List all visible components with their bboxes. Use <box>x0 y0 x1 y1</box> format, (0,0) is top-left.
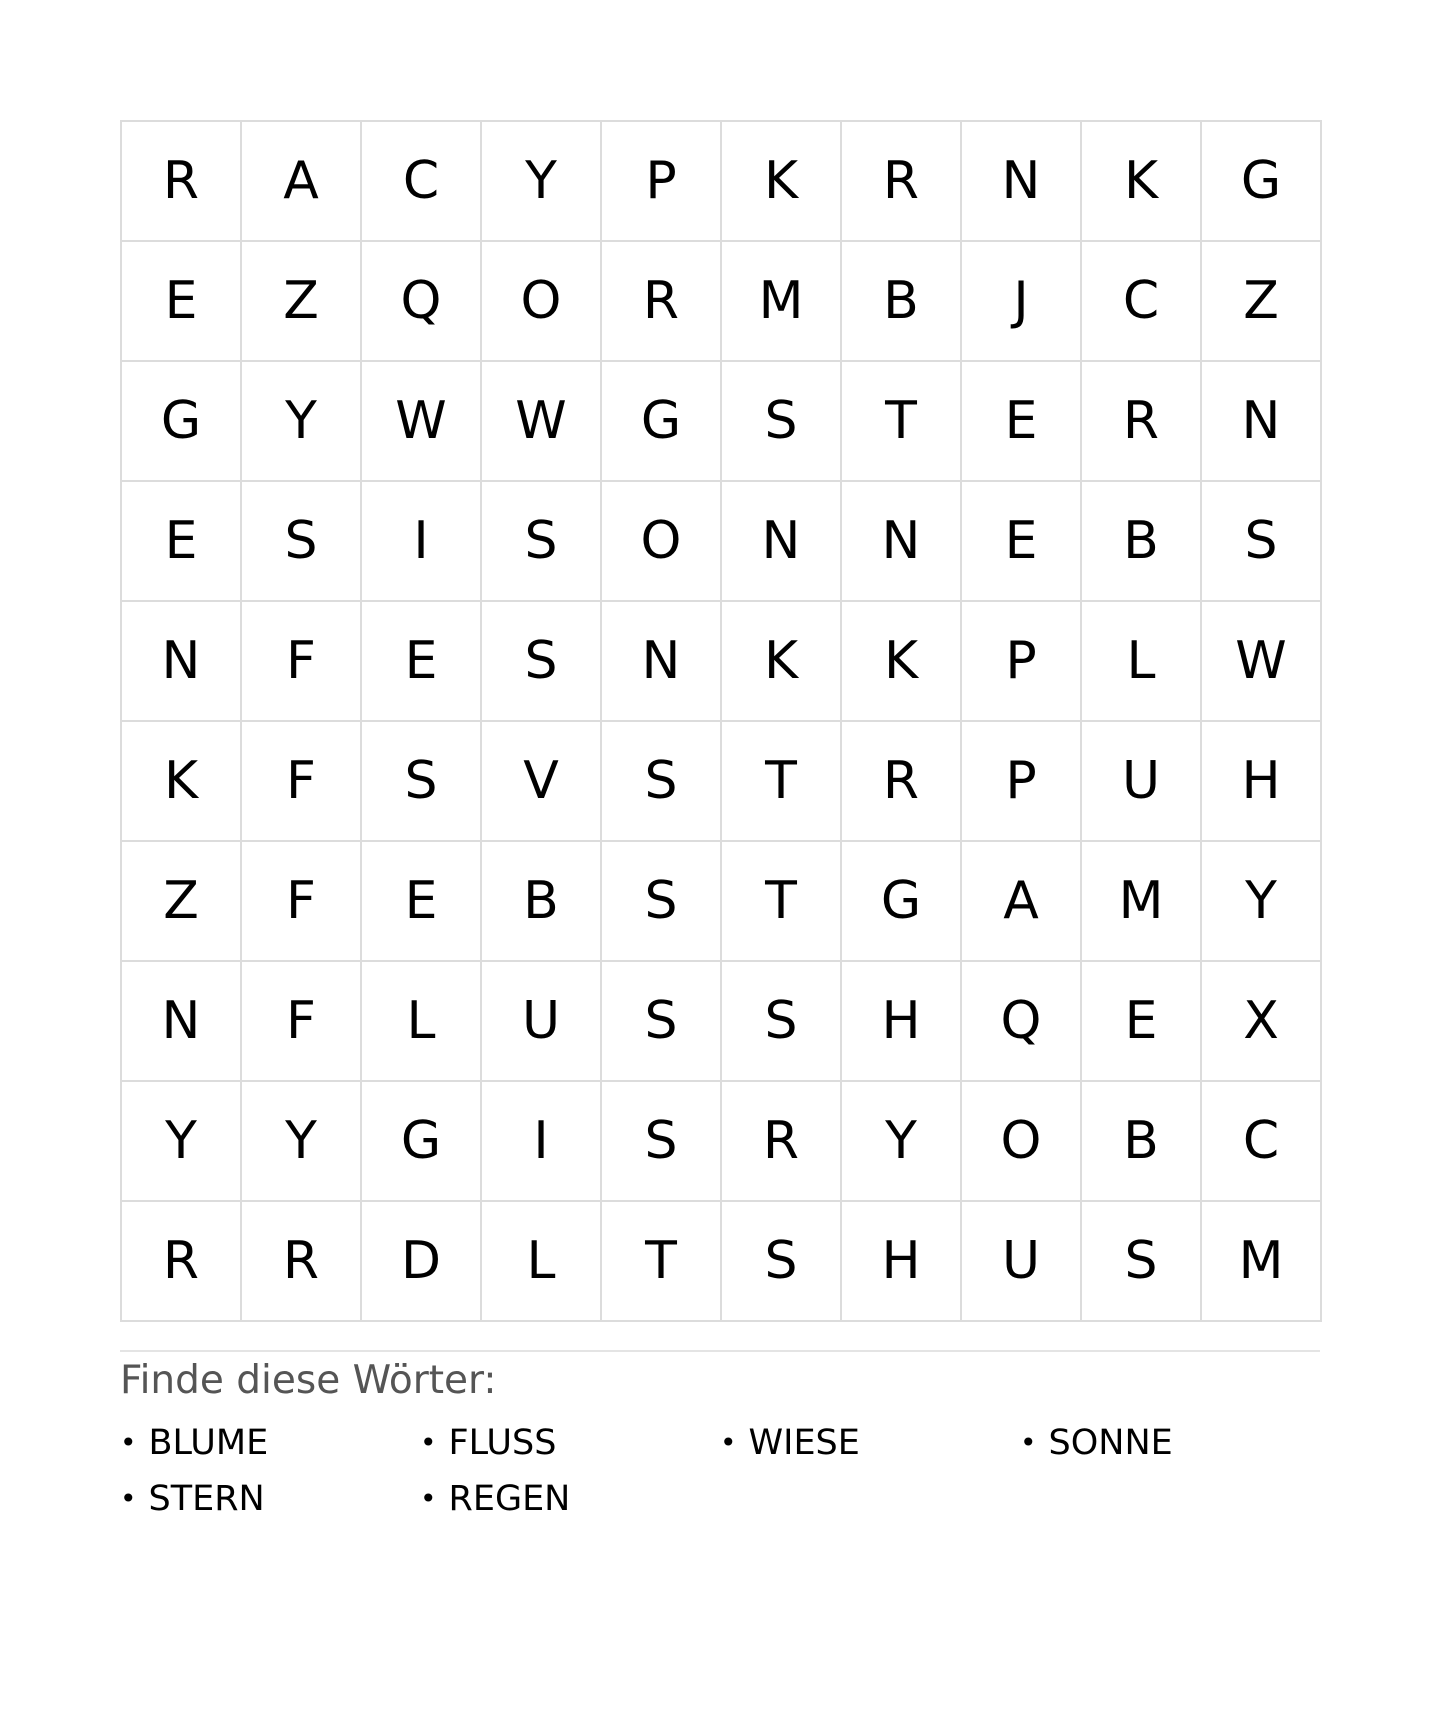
grid-cell[interactable]: F <box>242 602 362 722</box>
grid-cell[interactable]: H <box>842 1202 962 1322</box>
grid-cell[interactable]: N <box>122 602 242 722</box>
grid-cell[interactable]: P <box>962 602 1082 722</box>
grid-cell[interactable]: R <box>842 122 962 242</box>
grid-cell[interactable]: E <box>362 602 482 722</box>
grid-cell[interactable]: W <box>1202 602 1322 722</box>
grid-cell[interactable]: S <box>362 722 482 842</box>
grid-cell[interactable]: Z <box>1202 242 1322 362</box>
grid-cell[interactable]: E <box>122 242 242 362</box>
bullet-icon: • <box>120 1481 137 1515</box>
grid-cell[interactable]: A <box>962 842 1082 962</box>
grid-cell[interactable]: L <box>1082 602 1202 722</box>
grid-cell[interactable]: N <box>722 482 842 602</box>
grid-cell[interactable]: S <box>722 962 842 1082</box>
grid-cell[interactable]: S <box>602 722 722 842</box>
grid-cell[interactable]: N <box>1202 362 1322 482</box>
grid-cell[interactable]: S <box>482 602 602 722</box>
word-list-item <box>1020 1419 1320 1467</box>
grid-cell[interactable]: R <box>722 1082 842 1202</box>
bullet-icon: • <box>1020 1425 1037 1459</box>
word-list-heading: Finde diese Wörter: <box>120 1358 497 1403</box>
grid-cell[interactable]: R <box>1082 362 1202 482</box>
word-label: SONNE <box>1048 1422 1173 1463</box>
grid-cell[interactable]: O <box>482 242 602 362</box>
grid-cell[interactable]: Y <box>482 122 602 242</box>
grid-cell[interactable]: S <box>1202 482 1322 602</box>
grid-cell[interactable]: M <box>1082 842 1202 962</box>
grid-cell[interactable]: K <box>1082 122 1202 242</box>
grid-cell[interactable]: B <box>482 842 602 962</box>
grid-cell[interactable]: T <box>722 842 842 962</box>
grid-cell[interactable]: F <box>242 962 362 1082</box>
grid-cell[interactable]: G <box>602 362 722 482</box>
bullet-icon: • <box>420 1481 437 1515</box>
grid-cell[interactable]: K <box>722 122 842 242</box>
word-label: FLUSS <box>448 1422 557 1463</box>
grid-cell[interactable]: I <box>482 1082 602 1202</box>
grid-cell[interactable]: I <box>362 482 482 602</box>
grid-cell[interactable]: V <box>482 722 602 842</box>
word-list-item <box>420 1419 720 1467</box>
grid-cell[interactable]: S <box>602 1082 722 1202</box>
grid-cell[interactable]: G <box>842 842 962 962</box>
grid-cell[interactable]: W <box>362 362 482 482</box>
grid-cell[interactable]: S <box>482 482 602 602</box>
grid-cell[interactable]: S <box>242 482 362 602</box>
grid-cell[interactable]: J <box>962 242 1082 362</box>
grid-cell[interactable]: N <box>842 482 962 602</box>
grid-cell[interactable]: E <box>362 842 482 962</box>
word-label: REGEN <box>448 1478 571 1519</box>
grid-cell[interactable]: S <box>722 362 842 482</box>
word-label: BLUME <box>148 1422 269 1463</box>
grid-cell[interactable]: R <box>602 242 722 362</box>
grid-cell[interactable]: P <box>962 722 1082 842</box>
grid-cell[interactable]: Y <box>842 1082 962 1202</box>
word-label: STERN <box>148 1478 265 1519</box>
grid-cell[interactable]: N <box>122 962 242 1082</box>
grid-cell[interactable]: T <box>602 1202 722 1322</box>
bullet-icon: • <box>420 1425 437 1459</box>
grid-cell[interactable]: T <box>722 722 842 842</box>
word-list-item <box>120 1475 420 1523</box>
word-label: WIESE <box>748 1422 860 1463</box>
grid-cell[interactable]: P <box>602 122 722 242</box>
grid-cell[interactable]: O <box>602 482 722 602</box>
grid-cell[interactable]: R <box>122 1202 242 1322</box>
grid-cell[interactable]: C <box>362 122 482 242</box>
grid-cell[interactable]: B <box>1082 1082 1202 1202</box>
grid-cell[interactable]: N <box>962 122 1082 242</box>
grid-cell[interactable]: S <box>722 1202 842 1322</box>
divider <box>120 1350 1320 1352</box>
grid-cell[interactable]: U <box>1082 722 1202 842</box>
grid-cell[interactable]: E <box>1082 962 1202 1082</box>
grid-cell[interactable]: E <box>122 482 242 602</box>
grid-cell[interactable]: S <box>602 842 722 962</box>
word-search-puzzle <box>120 120 1320 1523</box>
grid-cell[interactable]: A <box>242 122 362 242</box>
grid-cell[interactable]: K <box>122 722 242 842</box>
grid-cell[interactable]: Q <box>962 962 1082 1082</box>
grid-cell[interactable]: Z <box>242 242 362 362</box>
word-list-item <box>420 1475 720 1523</box>
grid-cell[interactable]: T <box>842 362 962 482</box>
letter-grid <box>120 120 1322 1322</box>
grid-cell[interactable]: R <box>842 722 962 842</box>
grid-cell[interactable]: L <box>482 1202 602 1322</box>
grid-cell[interactable]: F <box>242 842 362 962</box>
grid-cell[interactable]: R <box>242 1202 362 1322</box>
bullet-icon: • <box>720 1425 737 1459</box>
grid-cell[interactable]: G <box>1202 122 1322 242</box>
grid-cell[interactable]: Y <box>1202 842 1322 962</box>
grid-cell[interactable]: O <box>962 1082 1082 1202</box>
word-list <box>120 1419 1320 1523</box>
grid-cell[interactable]: Q <box>362 242 482 362</box>
grid-cell[interactable]: Y <box>242 362 362 482</box>
grid-cell[interactable]: B <box>1082 482 1202 602</box>
grid-cell[interactable]: G <box>362 1082 482 1202</box>
grid-cell[interactable]: E <box>962 482 1082 602</box>
grid-cell[interactable]: S <box>1082 1202 1202 1322</box>
word-list-item <box>120 1419 420 1467</box>
grid-cell[interactable]: Y <box>122 1082 242 1202</box>
grid-cell[interactable]: M <box>1202 1202 1322 1322</box>
grid-cell[interactable]: U <box>962 1202 1082 1322</box>
grid-cell[interactable]: S <box>602 962 722 1082</box>
grid-cell[interactable]: C <box>1202 1082 1322 1202</box>
grid-cell[interactable]: N <box>602 602 722 722</box>
grid-cell[interactable]: H <box>1202 722 1322 842</box>
grid-cell[interactable]: K <box>842 602 962 722</box>
grid-cell[interactable]: G <box>122 362 242 482</box>
word-list-item <box>720 1419 1020 1467</box>
grid-cell[interactable]: H <box>842 962 962 1082</box>
grid-cell[interactable]: B <box>842 242 962 362</box>
bullet-icon: • <box>120 1425 137 1459</box>
grid-cell[interactable]: F <box>242 722 362 842</box>
grid-cell[interactable]: L <box>362 962 482 1082</box>
grid-cell[interactable]: M <box>722 242 842 362</box>
grid-cell[interactable]: W <box>482 362 602 482</box>
grid-cell[interactable]: D <box>362 1202 482 1322</box>
grid-cell[interactable]: Z <box>122 842 242 962</box>
grid-cell[interactable]: U <box>482 962 602 1082</box>
grid-cell[interactable]: R <box>122 122 242 242</box>
grid-cell[interactable]: X <box>1202 962 1322 1082</box>
grid-cell[interactable]: Y <box>242 1082 362 1202</box>
grid-cell[interactable]: E <box>962 362 1082 482</box>
grid-cell[interactable]: K <box>722 602 842 722</box>
grid-cell[interactable]: C <box>1082 242 1202 362</box>
